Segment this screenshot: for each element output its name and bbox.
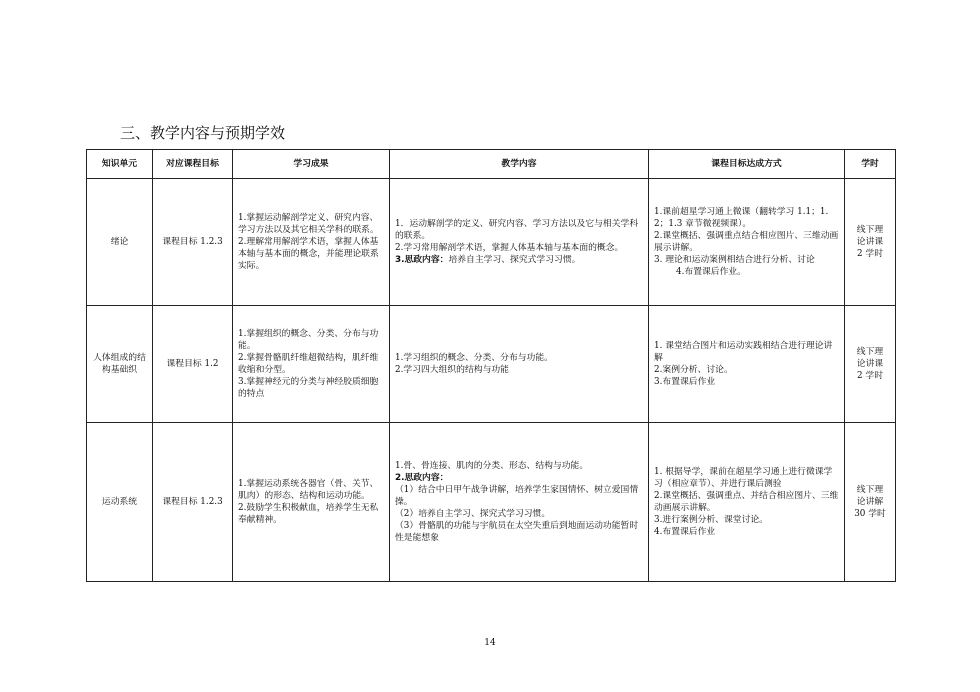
- content-item: 1．运动解剖学的定义、研究内容、学习方法以及它与相关学科的联系。: [395, 219, 639, 241]
- method-item: 1. 课堂结合图片和运动实践相结合进行理论讲解: [654, 341, 833, 363]
- header-hours: 学时: [845, 150, 896, 179]
- method-item: 3.布置课后作业: [654, 377, 716, 387]
- page-number: 14: [484, 638, 496, 648]
- method-item: 4.布置课后作业。: [676, 267, 746, 277]
- content-item: （2）培养自主学习、探究式学习习惯。: [395, 509, 551, 519]
- outcome-item: 2.鼓励学生积极献血，培养学生无私奉献精神。: [238, 503, 379, 525]
- section-heading: 三、教学内容与预期学效: [120, 124, 286, 142]
- outcome-item: 2.掌握骨骼肌纤维超微结构，肌纤维收缩和分型。: [238, 353, 379, 375]
- content-text: 培养自主学习、探究式学习习惯。: [448, 255, 581, 265]
- outcomes-cell: [233, 423, 390, 582]
- method-item: 2.案例分析、讨论。: [654, 365, 733, 375]
- goal-cell: 课程目标 1.2: [153, 306, 233, 423]
- content-item: 1.骨、骨连接、肌肉的分类、形态、结构与功能。: [395, 461, 589, 471]
- hours-line: 论讲课: [856, 359, 884, 369]
- content-item: [395, 254, 643, 266]
- content-item: 2.学习四大组织的结构与功能: [395, 365, 509, 375]
- table-row: [87, 423, 896, 582]
- unit-cell: 人体组成的结构基础织: [87, 306, 153, 423]
- table-header-row: [87, 150, 896, 179]
- outcome-item: 2.理解常用解剖学术语，掌握人体基本轴与基本面的概念，并能理论联系实际。: [238, 237, 379, 271]
- table-row: [87, 306, 896, 423]
- hours-cell: [845, 306, 896, 423]
- outcomes-cell: [233, 306, 390, 423]
- outcome-item: 3.掌握神经元的分类与神经胶质细胞的特点: [238, 377, 379, 399]
- header-learning-outcomes: 学习成果: [233, 150, 390, 179]
- methods-cell: [649, 306, 845, 423]
- outcomes-cell: [233, 179, 390, 306]
- method-item: 3.进行案例分析、课堂讨论。: [654, 515, 768, 525]
- outcome-item: 1.掌握运动解剖学定义、研究内容、学习方法以及其它相关学科的联系。: [238, 213, 379, 235]
- hours-line: 30 学时: [854, 509, 886, 519]
- method-item: 2.课堂概括、强调重点结合相应图片、三维动画展示讲解。: [654, 231, 839, 253]
- header-knowledge-unit: 知识单元: [87, 150, 153, 179]
- method-item: 1.课前超星学习通上微课（翻转学习 1.1；1.2；1.3 章节微视频课）。: [654, 207, 829, 229]
- unit-cell: 绪论: [87, 179, 153, 306]
- hours-line: 2 学时: [857, 249, 883, 259]
- header-achievement-methods: 课程目标达成方式: [649, 150, 845, 179]
- content-item: 2.学习常用解剖学术语，掌握人体基本轴与基本面的概念。: [395, 243, 624, 253]
- method-item: 1. 根据导学，课前在超星学习通上进行微课学习（相应章节）、并进行课后测验: [654, 467, 833, 489]
- hours-line: 线下理: [856, 347, 884, 357]
- outcome-item: 1.掌握组织的概念、分类、分布与功能。: [238, 329, 379, 351]
- header-course-goal: 对应课程目标: [153, 150, 233, 179]
- hours-cell: [845, 179, 896, 306]
- methods-cell: [649, 179, 845, 306]
- method-item: 2.课堂概括、强调重点、并结合相应图片、三维动画展示讲解。: [654, 491, 839, 513]
- unit-cell: 运动系统: [87, 423, 153, 582]
- header-teaching-content: 教学内容: [390, 150, 649, 179]
- outcome-item: 1.掌握运动系统各器官（骨、关节、肌肉）的形态、结构和运动功能。: [238, 479, 379, 501]
- ideological-label: 2.思政内容：: [395, 473, 449, 483]
- hours-cell: [845, 423, 896, 582]
- method-item: 3. 理论和运动案例相结合进行分析、讨论: [654, 255, 815, 265]
- content-item: （1）结合中日甲午战争讲解，培养学生家国情怀、树立爱国情操。: [395, 485, 639, 507]
- methods-cell: [649, 423, 845, 582]
- hours-line: 论讲解: [856, 497, 884, 507]
- ideological-label: 3.思政内容：: [395, 255, 449, 265]
- content-item: 1.学习组织的概念、分类、分布与功能。: [395, 353, 553, 363]
- hours-line: 2 学时: [857, 371, 883, 381]
- hours-line: 论讲课: [856, 237, 884, 247]
- goal-cell: 课程目标 1.2.3: [153, 423, 233, 582]
- content-item: （3）骨骼肌的功能与宇航员在太空失重后到地面运动功能暂时性是能想象: [395, 521, 639, 543]
- content-cell: [390, 179, 649, 306]
- content-cell: [390, 306, 649, 423]
- hours-line: 线下理: [856, 485, 884, 495]
- method-item: 4.布置课后作业: [654, 527, 716, 537]
- hours-line: 线下理: [856, 225, 884, 235]
- content-cell: [390, 423, 649, 582]
- table-row: [87, 179, 896, 306]
- syllabus-table: [86, 149, 896, 582]
- goal-cell: 课程目标 1.2.3: [153, 179, 233, 306]
